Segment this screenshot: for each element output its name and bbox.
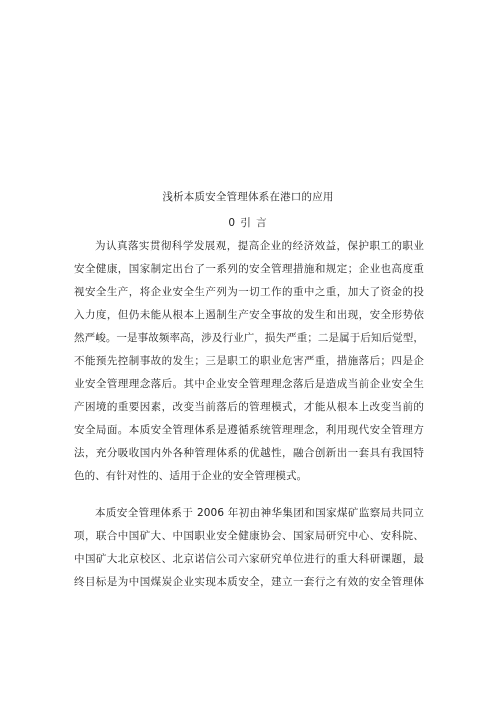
paragraph-1-line: 产困境的重要因素，改变当前落后的管理模式，才能从根本上改变当前的 <box>74 401 424 413</box>
paragraph-1-line: 业安全管理理念落后。其中企业安全管理理念落后是造成当前企业安全生 <box>74 378 424 390</box>
paragraph-1-line: 色的、有针对性的、适用于企业的安全管理模式。 <box>74 470 308 482</box>
paragraph-1-line: 不能预先控制事故的发生；三是职工的职业危害严重，措施落后；四是企 <box>74 355 424 367</box>
paragraph-2-line: 中国矿大北京校区、北京诺信公司六家研究单位进行的重大科研课题，最 <box>74 553 424 565</box>
paragraph-2-line: 项，联合中国矿大、中国职业安全健康协会、国家局研究中心、安科院、 <box>74 530 424 542</box>
paragraph-1-line: 安全健康，国家制定出台了一系列的安全管理措施和规定；企业也高度重 <box>74 263 424 275</box>
paragraph-1-line: 视安全生产，将企业安全生产列为一切工作的重中之重，加大了资金的投 <box>74 286 424 298</box>
paragraph-2-line: 终目标是为中国煤炭企业实现本质安全，建立一套行之有效的安全管理体 <box>74 576 424 588</box>
section-heading: 0 引 言 <box>228 217 268 229</box>
paragraph-2-line: 本质安全管理体系于 2006 年初由神华集团和国家煤矿监察局共同立 <box>95 507 424 519</box>
paragraph-1-line: 入力度，但仍未能从根本上遏制生产安全事故的发生和出现，安全形势依 <box>74 309 424 321</box>
document-title: 浅析本质安全管理体系在港口的应用 <box>162 191 334 203</box>
paragraph-1-line: 安全局面。本质安全管理体系是遵循系统管理理念，利用现代安全管理方 <box>74 424 424 436</box>
paragraph-1-line: 为认真落实贯彻科学发展观，提高企业的经济效益，保护职工的职业 <box>95 240 424 252</box>
paragraph-1-line: 法，充分吸收国内外各种管理体系的优越性，融合创新出一套具有我国特 <box>74 447 424 459</box>
paragraph-1-line: 然严峻。一是事故频率高，涉及行业广，损失严重；二是属于后知后觉型， <box>74 332 424 344</box>
